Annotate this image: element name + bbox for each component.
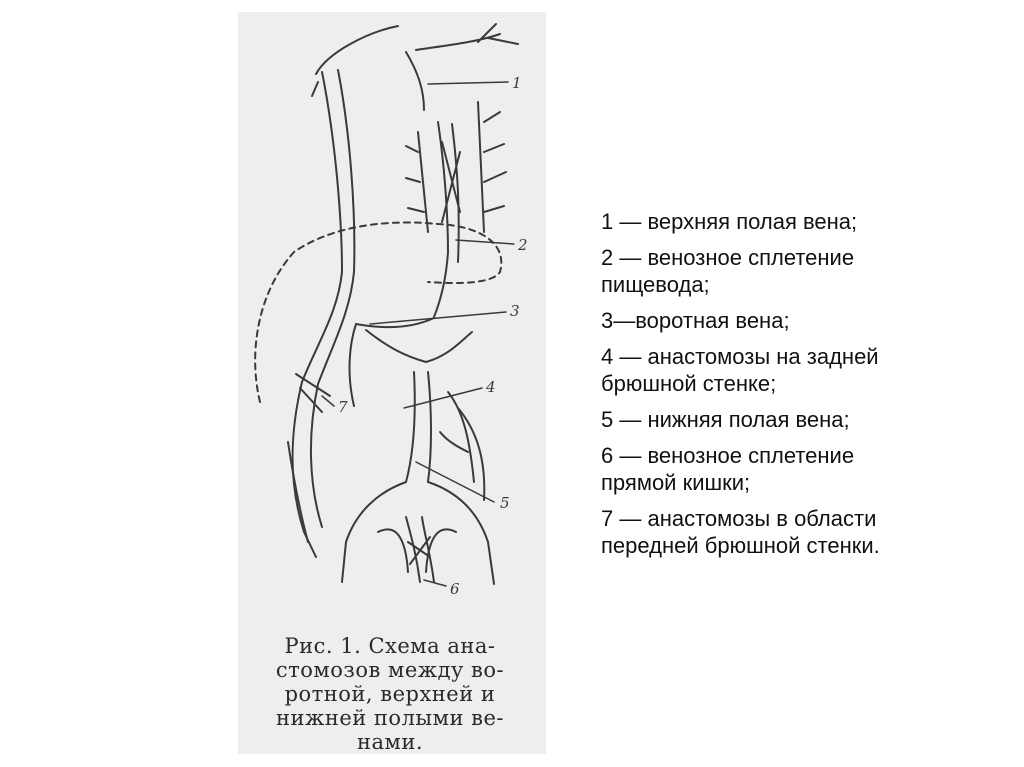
caption-line: Рис. 1. Схема ана- [284,634,496,658]
legend-item [601,442,1011,496]
legend-line: передней брюшной стенки. [601,533,880,558]
legend-item [601,307,1011,334]
portal-vein [350,318,472,406]
callout-5: 5 [500,494,510,512]
vein-diagram [238,12,546,632]
legend-line: брюшной стенке; [601,371,777,396]
legend-line: прямой кишки; [601,470,751,495]
figure-caption [240,634,540,754]
callout-6: 6 [450,580,460,598]
callout-2: 2 [518,236,528,254]
caption-line: нижней полыми ве- [276,706,504,730]
legend-item [601,244,1011,298]
legend-line: 2 — венозное сплетение [601,245,855,270]
legend-line: 6 — венозное сплетение [601,443,855,468]
posterior-wall-anastomoses [440,392,484,500]
legend-item [601,343,1011,397]
legend-line: 1 — верхняя полая вена; [601,209,858,234]
caption-line: нами. [356,730,424,754]
legend-line: пищевода; [601,272,710,297]
esophageal-plexus [434,122,460,317]
legend-line: 3—воротная вена; [601,308,790,333]
legend [601,208,1011,568]
legend-line: 7 — анастомозы в области [601,506,877,531]
callout-4: 4 [486,378,496,396]
legend-item [601,208,1011,235]
legend-line: 4 — анастомозы на задней [601,344,879,369]
legend-line: 5 — нижняя полая вена; [601,407,850,432]
callout-7: 7 [338,398,348,416]
caption-line: стомозов между во- [275,658,505,682]
liver-contour [255,222,501,402]
legend-item [601,505,1011,559]
anterior-wall-anastomoses [288,374,330,542]
callout-3: 3 [510,302,520,320]
callout-1: 1 [512,74,522,92]
anatomy-figure [238,12,546,754]
left-vein-outer [293,72,343,557]
inferior-vena-cava [406,372,431,482]
legend-item [601,406,1011,433]
caption-line: ротной, верхней и [284,682,496,706]
right-upper-vein [406,24,518,110]
